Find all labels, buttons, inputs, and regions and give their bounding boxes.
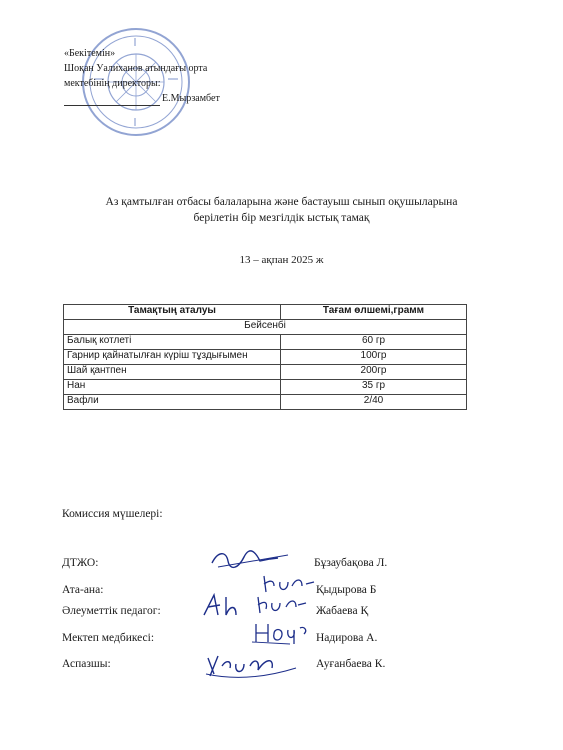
member-role: Әлеуметтік педагог: [62,605,161,617]
commission-heading: Комиссия мүшелері: [62,508,163,520]
dish-amount: 35 гр [281,380,467,395]
approval-block [64,46,220,106]
commission-member [62,605,522,621]
member-role: ДТЖО: [62,557,99,569]
dish-name: Нан [64,380,281,395]
member-role: Ата-ана: [62,584,104,596]
signature-underline [64,95,160,106]
approval-signature-line [64,91,220,106]
member-role: Аспазшы: [62,658,111,670]
dish-name: Вафли [64,395,281,410]
table-row [64,380,467,395]
dish-name: Гарнир қайнатылған күріш тұздығымен [64,350,281,365]
table-row [64,335,467,350]
dish-name: Балық котлеті [64,335,281,350]
table-header-row [64,305,467,320]
column-header-portion: Тағам өлшемі,грамм [281,305,467,320]
approval-school: Шоқан Уалиханов атындағы орта [64,63,208,74]
dish-amount: 60 гр [281,335,467,350]
handwritten-signature-icon [200,591,308,621]
dish-name: Шай қантпен [64,365,281,380]
member-role: Мектеп медбикесі: [62,632,155,644]
handwritten-signature-icon [204,650,300,680]
member-name: Қыдырова Б [316,584,377,596]
member-name: Бұзаубақова Л. [314,557,388,569]
dish-amount: 2/40 [281,395,467,410]
director-name: Е.Мырзамбет [162,93,220,104]
dish-amount: 200гр [281,365,467,380]
member-name: Жабаева Қ [316,605,369,617]
document-title [40,194,523,226]
table-day-row [64,320,467,335]
member-name: Надирова А. [316,632,378,644]
table-row [64,350,467,365]
commission-member [62,632,522,648]
commission-member [62,557,522,573]
member-name: Ауғанбаева К. [316,658,386,670]
title-line-1: Аз қамтылған отбасы балаларына және бастауыш сынып оқушыларына [105,196,458,208]
column-header-dish: Тамақтың аталуы [64,305,281,320]
approval-position: мектебінің директоры: [64,78,161,89]
table-row [64,365,467,380]
commission-member [62,658,522,674]
weekday-cell: Бейсенбі [64,320,467,335]
dish-amount: 100гр [281,350,467,365]
approval-title: «Бекітемін» [64,48,116,59]
title-line-2: берілетін бір мезгілдік ыстық тамақ [193,212,370,224]
document-date: 13 – ақпан 2025 ж [239,254,324,266]
menu-table [63,304,467,410]
handwritten-signature-icon [250,620,310,646]
handwritten-signature-icon [208,547,298,573]
table-row [64,395,467,410]
